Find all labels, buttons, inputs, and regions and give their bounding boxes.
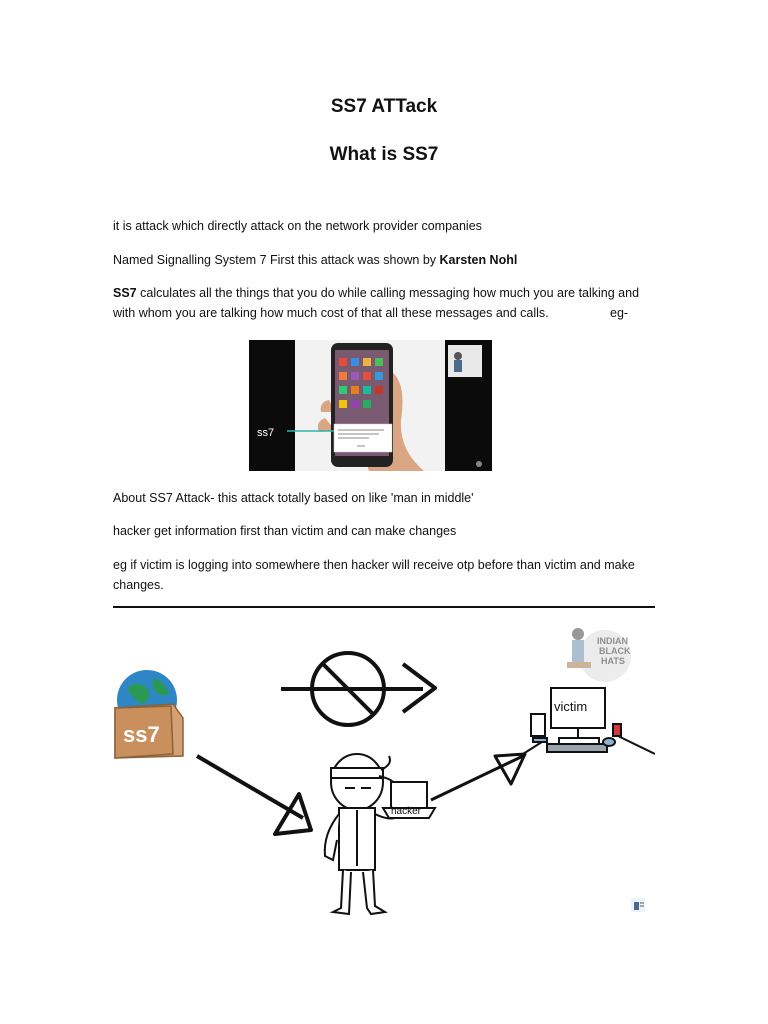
svg-text:HATS: HATS <box>601 656 625 666</box>
paragraph-4: About SS7 Attack- this attack totally based on like 'man in middle' <box>113 491 474 505</box>
svg-text:BLACK: BLACK <box>599 646 631 656</box>
eg-label: eg- <box>610 306 629 320</box>
phone-screenshot-figure <box>249 340 492 471</box>
paragraph-5: hacker get information first than victim and can make changes <box>113 524 457 538</box>
hacker-label: hacker <box>391 806 422 817</box>
svg-text:INDIAN: INDIAN <box>597 636 628 646</box>
mitm-diagram <box>113 608 655 922</box>
paragraph-1: it is attack which directly attack on the network provider companies <box>113 219 482 233</box>
indian-black-hats-logo <box>448 345 482 377</box>
settings-icon <box>476 461 482 467</box>
victim-label: victim <box>554 699 588 714</box>
page-title: SS7 ATTack <box>330 96 438 117</box>
ss7-label: ss7 <box>257 427 275 439</box>
karsten-nohl-name: Karsten Nohl <box>439 253 518 267</box>
paragraph-6: eg if victim is logging into somewhere then hacker will receive otp before than victim and make changes. <box>113 558 635 592</box>
page-subtitle: What is SS7 <box>329 144 439 165</box>
ss7-bold: SS7 <box>113 286 137 300</box>
paragraph-2-text: Named Signalling System 7 First this attack was shown by <box>113 253 437 267</box>
corner-logo-icon <box>631 898 645 912</box>
paragraph-3 <box>113 283 648 323</box>
folder-label: ss7 <box>123 722 160 747</box>
paragraph-3-text: calculates all the things that you do while calling messaging how much you are talking and with whom you are talking how much cost of that all these messages and calls. <box>113 286 640 320</box>
paragraph-2 <box>113 250 653 270</box>
